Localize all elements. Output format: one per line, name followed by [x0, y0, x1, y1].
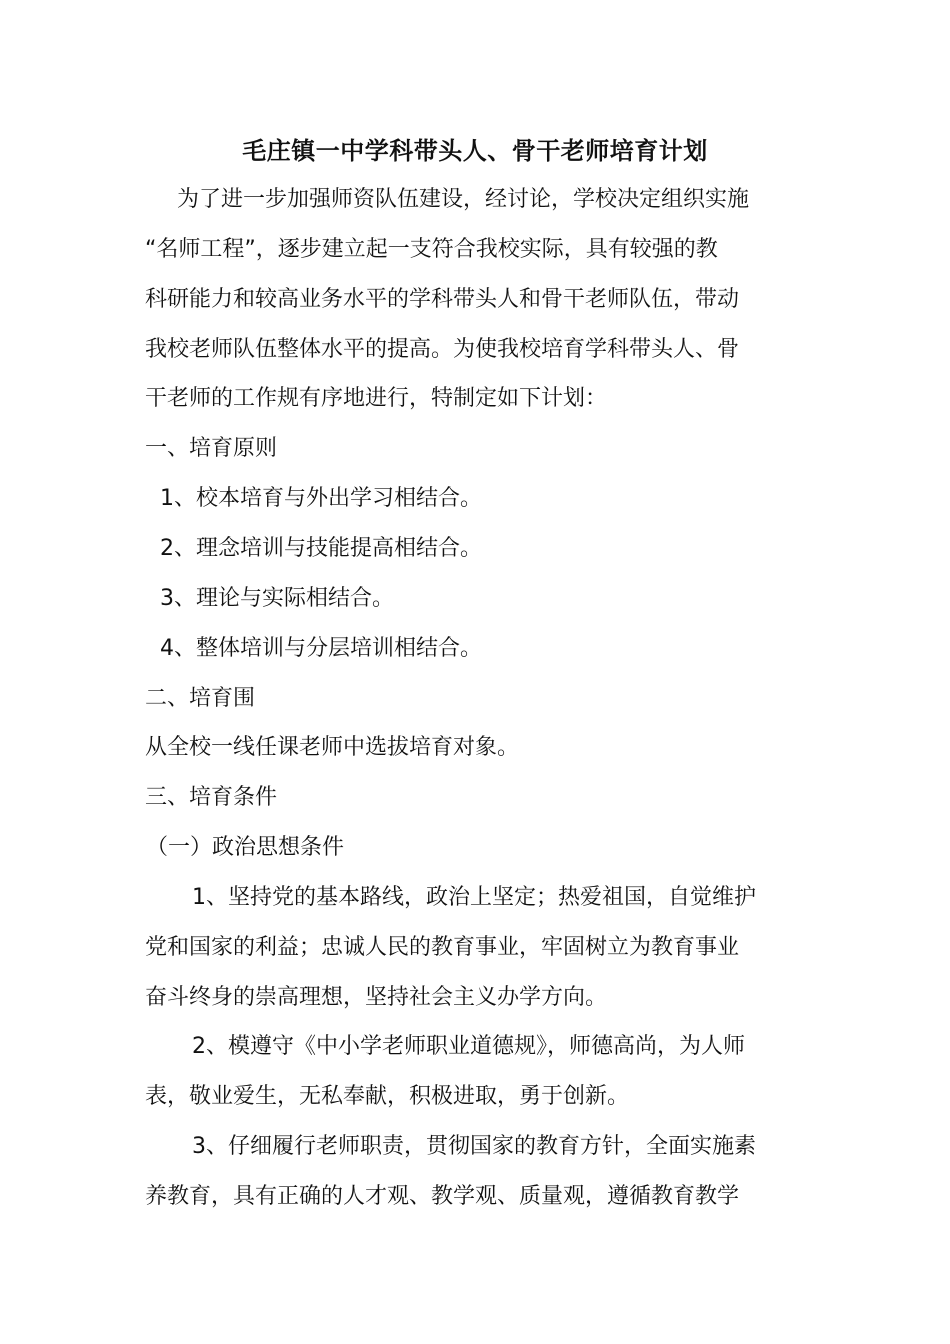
list-item: 4、整体培训与分层培训相结合。: [160, 636, 482, 661]
section-heading: 一、培育原则: [145, 436, 278, 461]
paragraph-line: 为了进一步加强师资队伍建设，经讨论，学校决定组织实施: [177, 187, 750, 212]
paragraph-line: 从全校一线任课老师中选拔培育对象。: [145, 735, 520, 760]
paragraph-line: 奋斗终身的崇高理想，坚持社会主义办学方向。: [145, 985, 608, 1010]
paragraph-line: 党和国家的利益；忠诚人民的教育事业，牢固树立为教育事业: [145, 935, 740, 960]
section-heading: 三、培育条件: [145, 785, 278, 810]
paragraph-line: 2、模遵守《中小学老师职业道德规》，师德高尚，为人师: [192, 1034, 745, 1059]
paragraph-line: 干老师的工作规有序地进行，特制定如下计划：: [145, 386, 608, 411]
section-heading: 二、培育围: [145, 686, 256, 711]
list-item: 1、校本培育与外出学习相结合。: [160, 486, 482, 511]
paragraph-line: 养教育，具有正确的人才观、教学观、质量观，遵循教育教学: [145, 1184, 740, 1209]
list-item: 3、理论与实际相结合。: [160, 586, 394, 611]
paragraph-line: 1、坚持党的基本路线，政治上坚定；热爱祖国，自觉维护: [192, 885, 756, 910]
paragraph-line: 科研能力和较高业务水平的学科带头人和骨干老师队伍，带动: [145, 287, 740, 312]
document-title: 毛庄镇一中学科带头人、骨干老师培育计划: [242, 137, 708, 165]
list-item: 2、理念培训与技能提高相结合。: [160, 536, 482, 561]
paragraph-line: 3、仔细履行老师职责，贯彻国家的教育方针，全面实施素: [192, 1134, 756, 1159]
paragraph-line: “名师工程”，逐步建立起一支符合我校实际，具有较强的教: [145, 237, 718, 262]
paragraph-line: 我校老师队伍整体水平的提高。为使我校培育学科带头人、骨: [145, 337, 740, 362]
paragraph-line: 表，敬业爱生，无私奉献，积极进取，勇于创新。: [145, 1084, 630, 1109]
subsection-heading: （一）政治思想条件: [146, 835, 345, 860]
